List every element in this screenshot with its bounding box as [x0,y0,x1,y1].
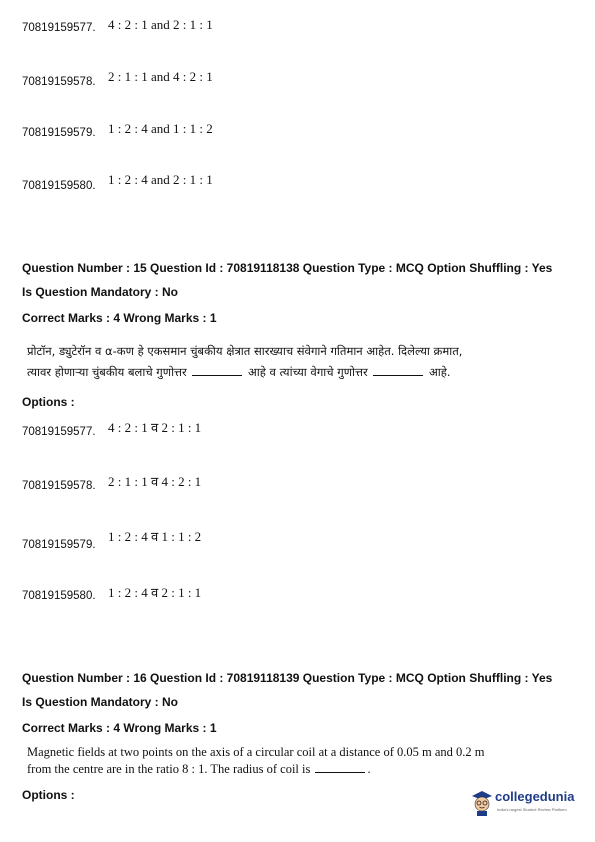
option-text: 1 : 2 : 4 व 1 : 1 : 2 [108,529,202,544]
question-text [27,761,371,778]
option-text: 2 : 1 : 1 व 4 : 2 : 1 [108,474,202,489]
answer-blank [192,365,242,376]
option-text: 4 : 2 : 1 and 2 : 1 : 1 [108,17,213,32]
option-text: 1 : 2 : 4 व 2 : 1 : 1 [108,585,202,600]
options-label: Options : [22,788,75,802]
option-id: 70819159579. [22,127,96,139]
marks-line: Correct Marks : 4 Wrong Marks : 1 [22,311,217,325]
question-text-segment: from the centre are in the ratio 8 : 1. The radius of coil is [27,762,311,776]
options-label: Options : [22,395,75,409]
mandatory-line: Is Question Mandatory : No [22,695,179,709]
question-text-segment: आहे व त्यांच्या वेगाचे गुणोत्तर [248,365,368,379]
option-text: 1 : 2 : 4 and 1 : 1 : 2 [108,121,213,136]
option-id: 70819159577. [22,22,96,34]
marks-line: Correct Marks : 4 Wrong Marks : 1 [22,721,217,735]
logo-wordmark: collegedunia [495,789,575,804]
answer-blank [315,762,365,773]
option-id: 70819159580. [22,590,96,602]
question-text-segment: आहे. [428,365,451,379]
logo-tagline: India's largest Student Review Platform [497,807,567,812]
question-text [27,341,462,361]
student-mascot-icon [470,788,494,816]
question-text [27,362,450,382]
option-text: 1 : 2 : 4 and 2 : 1 : 1 [108,172,213,187]
question-text-line: Magnetic fields at two points on the axis of a circular coil at a distance of 0.05 m and 0.2 m [27,745,485,759]
collegedunia-logo [470,784,580,824]
option-id: 70819159577. [22,426,96,438]
option-id: 70819159578. [22,76,96,88]
question-text-line: प्रोटॉन, ड्युटेरॉन व α-कण हे एकसमान चुंबकीय क्षेत्रात सारख्याच संवेगाने गतिमान आहेत. दिलेल्या क्रमात, [27,344,463,358]
question-header: Question Number : 15 Question Id : 70819118138 Question Type : MCQ Option Shuffling : Yes [22,261,553,275]
question-text-segment: . [367,762,371,776]
mandatory-line: Is Question Mandatory : No [22,285,179,299]
question-header: Question Number : 16 Question Id : 70819118139 Question Type : MCQ Option Shuffling : Yes [22,671,553,685]
question-text [27,744,485,761]
option-text: 2 : 1 : 1 and 4 : 2 : 1 [108,69,213,84]
answer-blank [373,365,423,376]
option-id: 70819159579. [22,539,96,551]
option-text: 4 : 2 : 1 व 2 : 1 : 1 [108,420,202,435]
question-text-segment: त्यावर होणाऱ्या चुंबकीय बलाचे गुणोत्तर [27,365,187,379]
option-id: 70819159578. [22,480,96,492]
option-id: 70819159580. [22,180,96,192]
